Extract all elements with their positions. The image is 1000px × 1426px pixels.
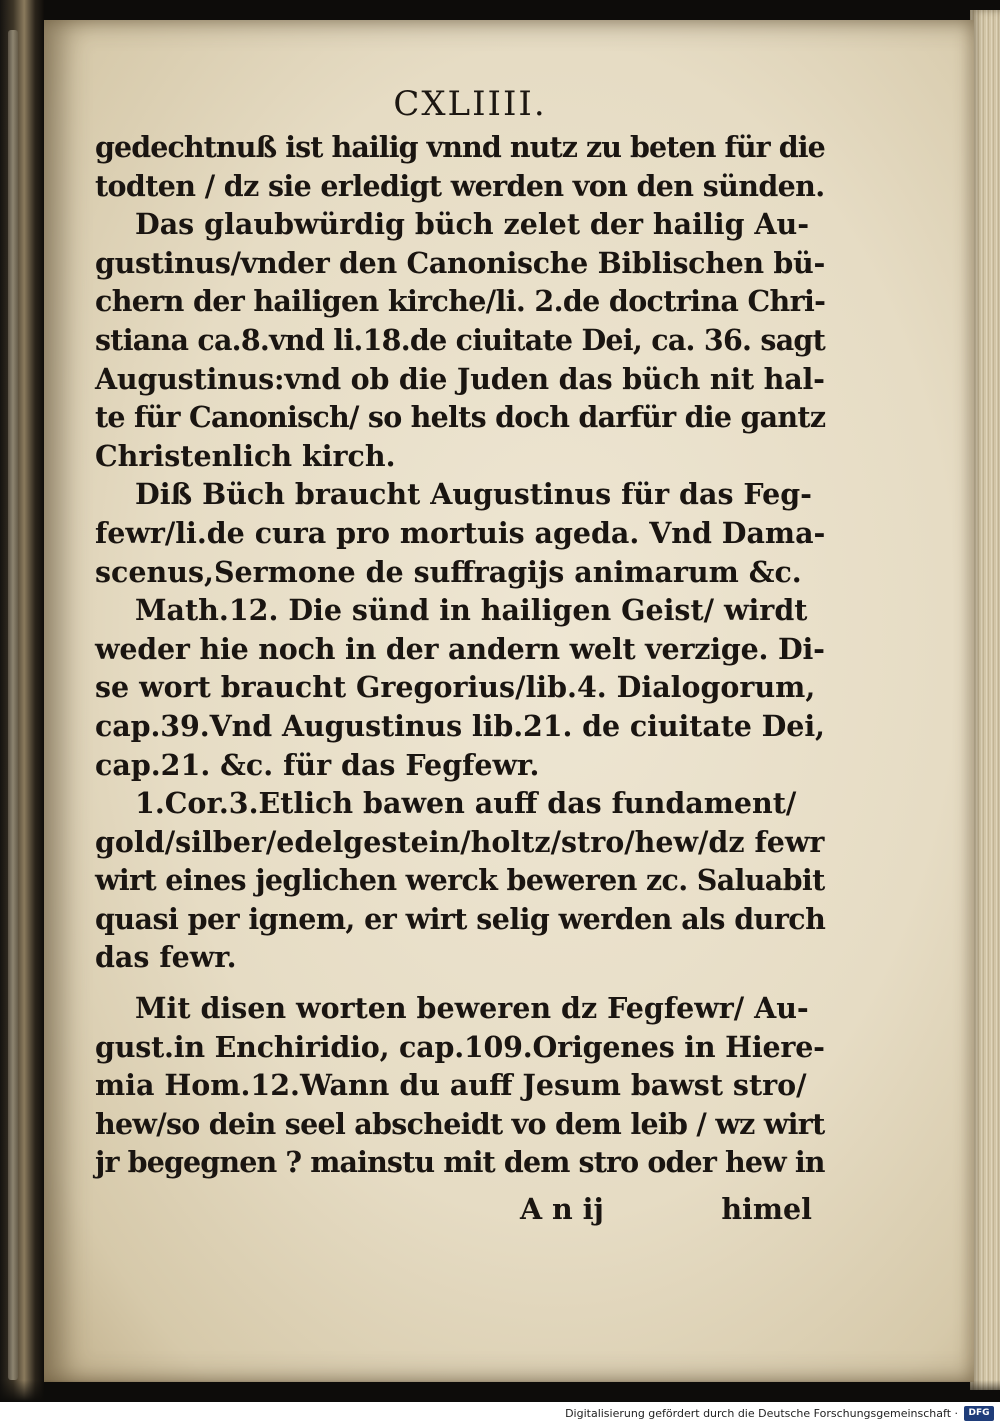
- text-line: gustinus/vnder den Canonische Biblischen bü-: [95, 245, 825, 280]
- right-page-edges: [970, 10, 1000, 1390]
- text-line: scenus,Sermone de suffragijs animarum &c.: [95, 554, 802, 589]
- text-line: todten / dz sie erledigt werden von den sünden.: [95, 168, 825, 203]
- text-line: wirt eines jeglichen werck beweren zc. Saluabit: [95, 863, 825, 898]
- text-line: quasi per ignem, er wirt selig werden als durch: [95, 901, 826, 936]
- dfg-logo-icon: DFG: [964, 1406, 994, 1421]
- text-line: Christenlich kirch.: [95, 438, 396, 473]
- text-line: gust.in Enchiridio, cap.109.Origenes in Hiere-: [95, 1029, 825, 1064]
- text-line: se wort braucht Gregorius/lib.4. Dialogorum,: [95, 670, 816, 705]
- catchword: himel: [721, 1192, 812, 1226]
- page-folio: CXLIIII.: [393, 84, 547, 124]
- text-line: hew/so dein seel abscheidt vo dem leib / wz wirt: [95, 1106, 825, 1141]
- text-line: mia Hom.12.Wann du auff Jesum bawst stro/: [95, 1068, 807, 1103]
- text-line: weder hie noch in der andern welt verzige. Di-: [95, 631, 825, 666]
- text-line: stiana ca.8.vnd li.18.de ciuitate Dei, ca. 36. sagt: [95, 322, 825, 357]
- text-line: gedechtnuß ist hailig vnnd nutz zu beten für die: [95, 130, 825, 164]
- text-line: Das glaubwürdig büch zelet der hailig Au-: [135, 207, 810, 242]
- text-line: chern der hailigen kirche/li. 2.de doctrina Chri-: [95, 284, 826, 319]
- signature-mark: A n ij: [520, 1192, 604, 1226]
- body-text: [95, 128, 825, 1182]
- text-line: te für Canonisch/ so helts doch darfür die gantz: [95, 400, 826, 435]
- text-line: fewr/li.de cura pro mortuis ageda. Vnd Dama-: [95, 515, 826, 550]
- text-line: cap.21. &c. für das Fegfewr.: [95, 747, 540, 782]
- left-book-edge: [0, 0, 44, 1402]
- funding-credit: Digitalisierung gefördert durch die Deutsche Forschungsgemeinschaft ·: [565, 1407, 958, 1420]
- paragraph-gap: [95, 977, 825, 989]
- footer-bar: [0, 1402, 1000, 1426]
- text-line: Augustinus:vnd ob die Juden das büch nit hal-: [95, 361, 825, 396]
- text-line: Math.12. Die sünd in hailigen Geist/ wirdt: [135, 593, 808, 628]
- text-line: das fewr.: [95, 940, 237, 975]
- text-line: Diß Büch braucht Augustinus für das Feg-: [135, 477, 812, 512]
- text-line: cap.39.Vnd Augustinus lib.21. de ciuitate Dei,: [95, 708, 825, 743]
- binding-strip: [8, 30, 18, 1380]
- bottom-shadow: [0, 1380, 1000, 1402]
- text-line: Mit disen worten beweren dz Fegfewr/ Au-: [135, 991, 809, 1026]
- catchline: [520, 1192, 820, 1232]
- text-line: 1.Cor.3.Etlich bawen auff das fundament/: [135, 786, 797, 821]
- text-line: gold/silber/edelgestein/holtz/stro/hew/dz fewr: [95, 824, 825, 859]
- text-line: jr begegnen ? mainstu mit dem stro oder hew in: [95, 1145, 825, 1180]
